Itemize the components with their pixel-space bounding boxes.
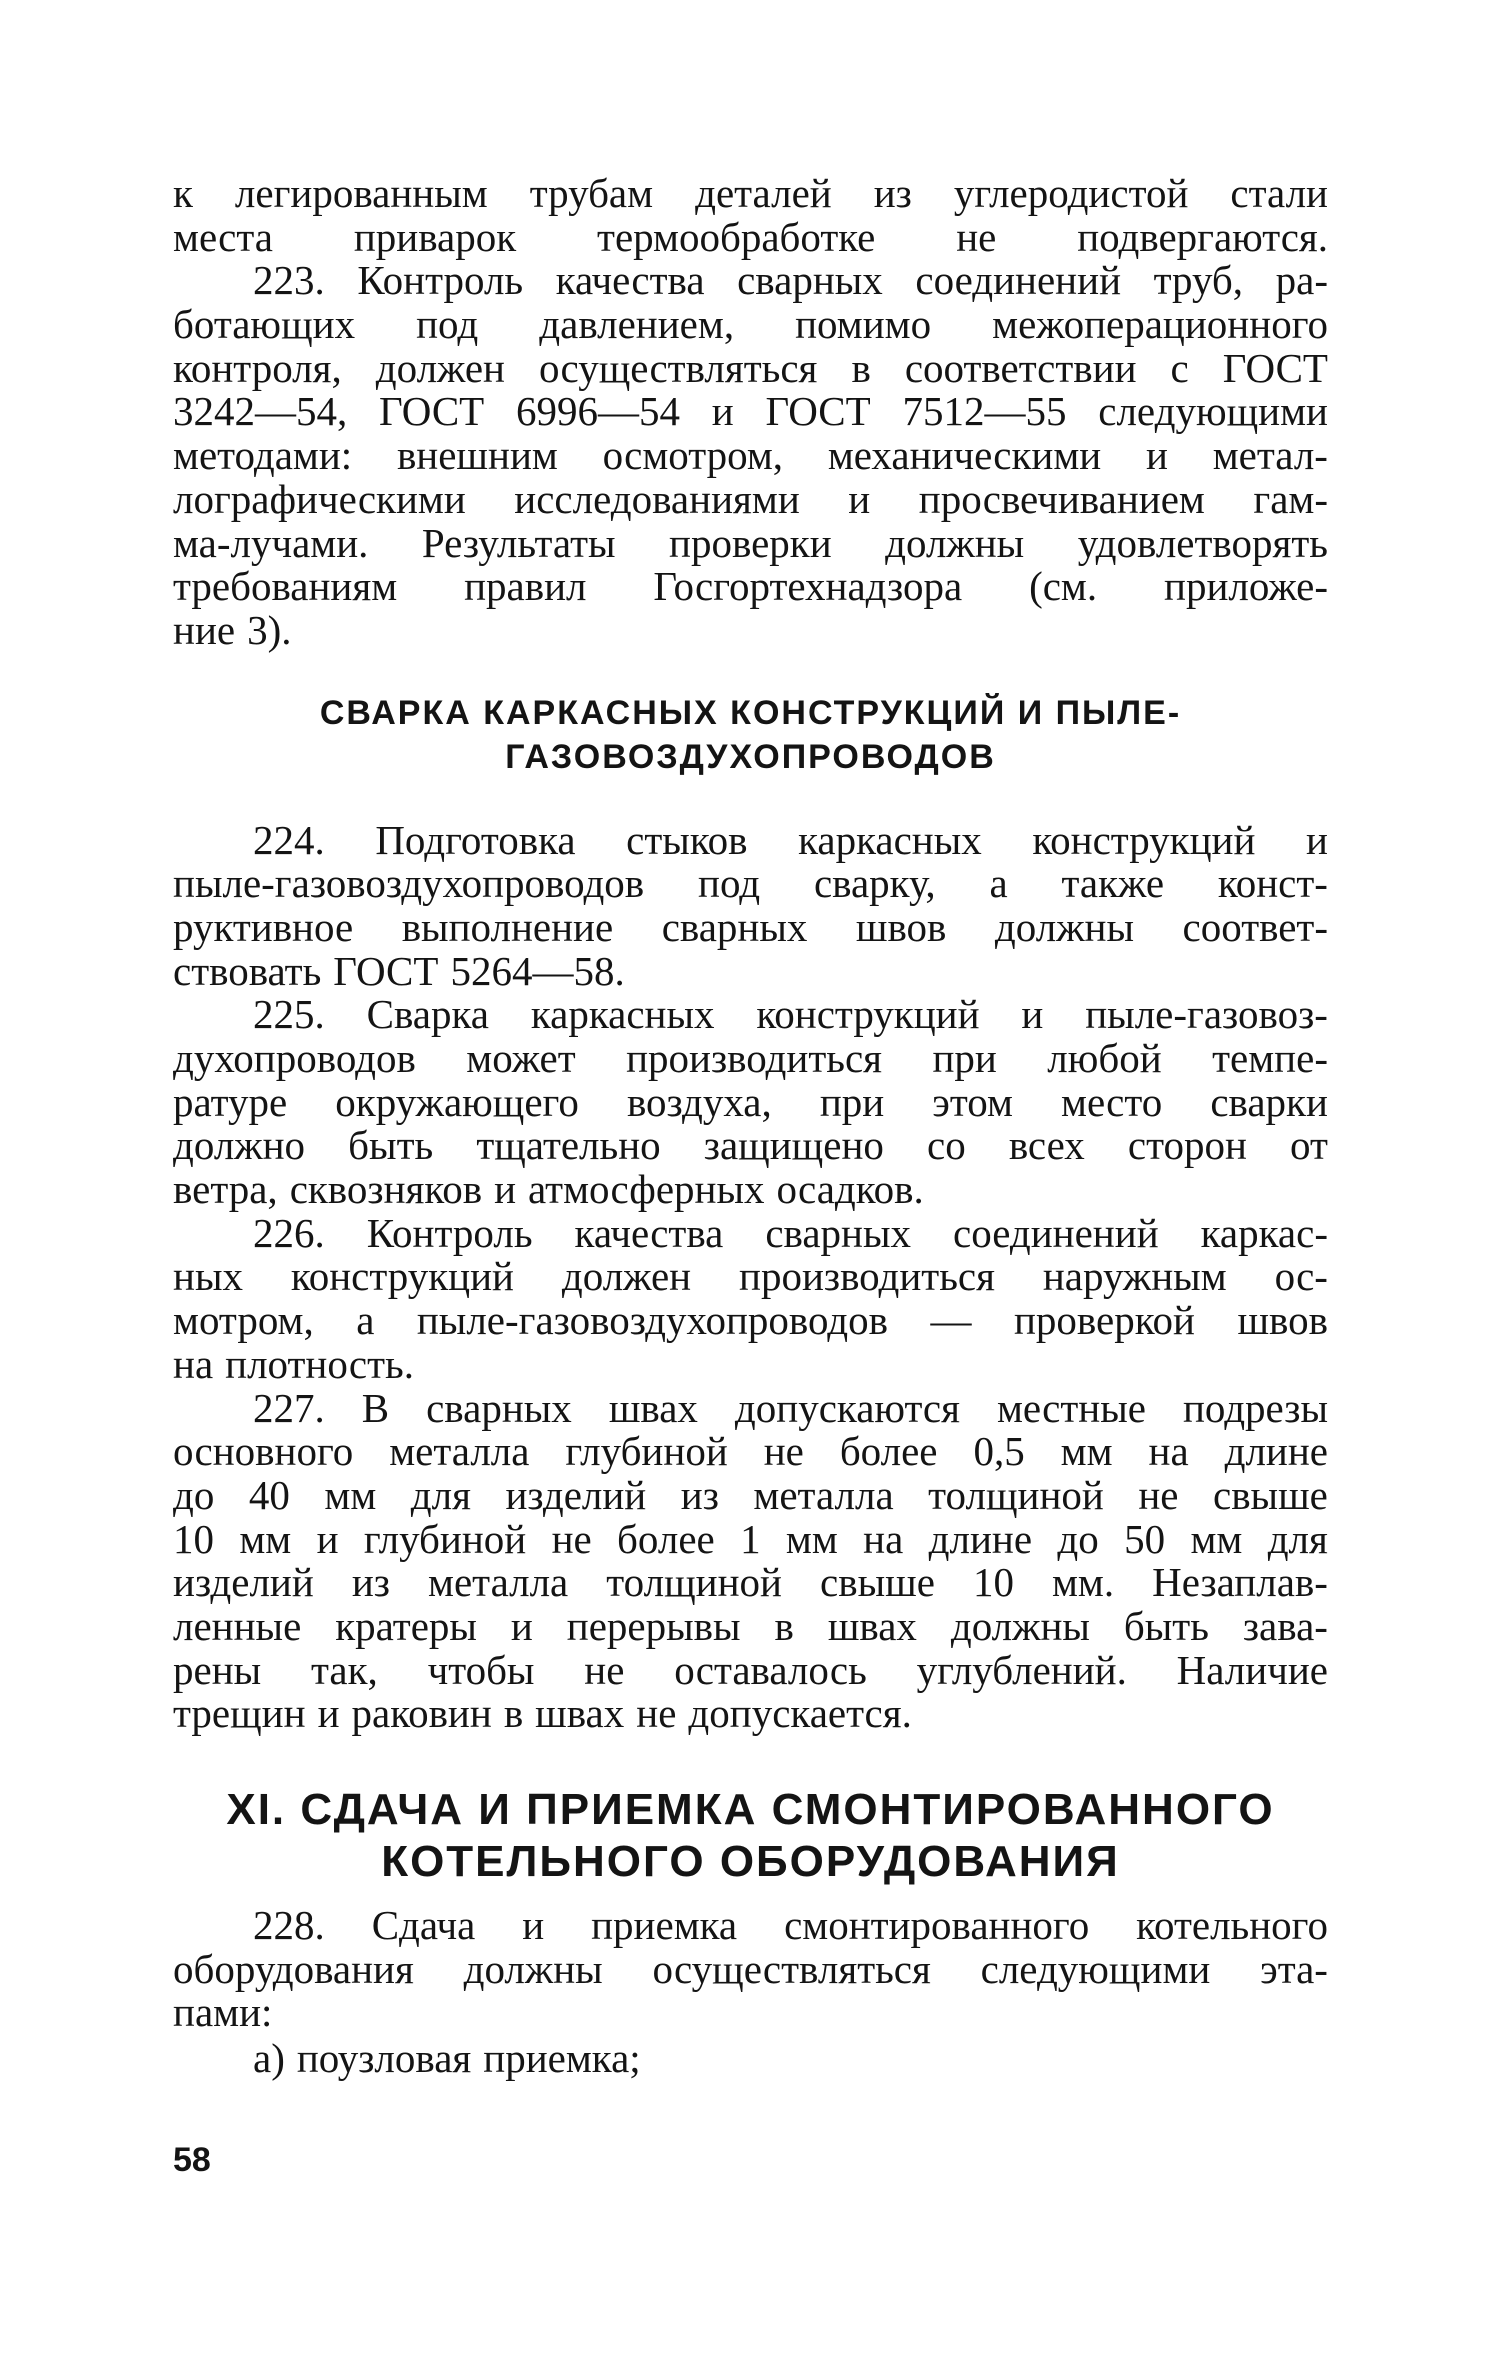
word: механическими bbox=[827, 432, 1102, 479]
list-item-a bbox=[173, 2037, 1328, 2081]
section-heading-line-1: XI. СДАЧА И ПРИЕМКА СМОНТИРОВАННОГО bbox=[226, 1785, 1275, 1834]
word: не bbox=[956, 213, 997, 260]
text-line bbox=[173, 2037, 1328, 2081]
word: должны bbox=[994, 903, 1135, 950]
text-line bbox=[173, 816, 1328, 863]
word: ГОСТ bbox=[765, 388, 871, 435]
word: должны bbox=[885, 519, 1025, 566]
word: Незаплав- bbox=[1152, 1559, 1328, 1606]
word: ГОСТ bbox=[379, 388, 485, 435]
word: Наличие bbox=[1176, 1646, 1328, 1693]
word: сварных bbox=[661, 903, 808, 950]
word: трещин bbox=[173, 1690, 306, 1737]
word: конструкций bbox=[1032, 816, 1256, 863]
word: Результаты bbox=[421, 519, 616, 566]
word: Подготовка bbox=[375, 816, 576, 863]
word: швах bbox=[535, 1690, 625, 1737]
word: ствовать bbox=[173, 947, 322, 994]
word: 7512—55 bbox=[902, 388, 1067, 435]
word: не bbox=[1138, 1471, 1179, 1518]
word: и bbox=[317, 1690, 340, 1737]
word: швов bbox=[1237, 1297, 1328, 1344]
text-line bbox=[173, 862, 1328, 906]
word: смонтированного bbox=[784, 1902, 1090, 1948]
word: до bbox=[1057, 1515, 1099, 1562]
word: на bbox=[173, 1340, 214, 1387]
word: глубиной bbox=[363, 1515, 527, 1562]
word: помимо bbox=[795, 301, 932, 348]
word: а) bbox=[253, 2035, 285, 2082]
word: толщиной bbox=[928, 1471, 1104, 1518]
word: в bbox=[851, 344, 871, 391]
word: ос- bbox=[1274, 1253, 1328, 1300]
word: мотром, bbox=[173, 1297, 314, 1344]
word: осмотром, bbox=[602, 432, 784, 479]
word: руктивное bbox=[173, 903, 354, 950]
word: при bbox=[932, 1035, 997, 1081]
word: ГОСТ bbox=[1222, 344, 1328, 391]
word: сварных bbox=[737, 257, 883, 304]
word: более bbox=[617, 1515, 715, 1562]
word: соответствии bbox=[904, 344, 1137, 391]
word: и bbox=[1306, 816, 1328, 863]
word: швов bbox=[855, 903, 947, 950]
word: осуществляться bbox=[539, 344, 818, 391]
word: перерывы bbox=[566, 1602, 741, 1649]
text-line bbox=[173, 1515, 1328, 1562]
word: не bbox=[551, 1515, 592, 1562]
word: 3242—54, bbox=[173, 388, 348, 435]
word: ветра, bbox=[173, 1166, 278, 1213]
word: должны bbox=[463, 1945, 603, 1992]
word: легированным bbox=[234, 170, 488, 216]
text-line bbox=[173, 475, 1328, 522]
word: подрезы bbox=[1182, 1384, 1328, 1431]
word: мм bbox=[1190, 1515, 1243, 1562]
text-line bbox=[173, 172, 1328, 216]
text-line bbox=[173, 213, 1328, 260]
word: правил bbox=[464, 563, 587, 610]
word: каркас- bbox=[1200, 1209, 1328, 1256]
text-line bbox=[173, 519, 1328, 566]
word: темпе- bbox=[1212, 1035, 1328, 1081]
word: должен bbox=[561, 1253, 692, 1300]
word: чтобы bbox=[427, 1646, 535, 1693]
word: сварку, bbox=[813, 860, 936, 907]
word: каркасных bbox=[530, 991, 715, 1038]
word: 5264—58. bbox=[450, 947, 625, 994]
word: из bbox=[873, 170, 912, 216]
word: проверкой bbox=[1013, 1297, 1195, 1344]
word: мм bbox=[785, 1515, 838, 1562]
word: места bbox=[173, 213, 273, 260]
book-page bbox=[173, 172, 1328, 2081]
word: производиться bbox=[739, 1253, 995, 1300]
word: а bbox=[356, 1297, 375, 1344]
word: требованиям bbox=[173, 563, 398, 610]
word: поузловая bbox=[296, 2035, 472, 2082]
word: духопроводов bbox=[173, 1035, 416, 1081]
word: — bbox=[930, 1297, 972, 1344]
text-line bbox=[173, 606, 1328, 653]
text-line bbox=[173, 1904, 1328, 1948]
word: Контроль bbox=[366, 1209, 533, 1256]
word: 3). bbox=[247, 606, 292, 653]
word: и bbox=[1021, 991, 1044, 1038]
subheading-welding bbox=[173, 691, 1328, 779]
word: из bbox=[351, 1559, 390, 1606]
word: и bbox=[1146, 432, 1168, 479]
word: изделий bbox=[505, 1471, 647, 1518]
word: гам- bbox=[1253, 475, 1328, 522]
word: под bbox=[698, 860, 761, 907]
word: 225. bbox=[253, 991, 325, 1038]
word: раковин bbox=[351, 1690, 492, 1737]
subheading-line-1: СВАРКА КАРКАСНЫХ КОНСТРУКЦИЙ И ПЫЛЕ- bbox=[319, 693, 1182, 732]
word: (см. bbox=[1029, 563, 1098, 610]
paragraph-222-tail bbox=[173, 172, 1328, 259]
text-line bbox=[173, 390, 1328, 434]
word: не bbox=[636, 1690, 677, 1737]
word: 40 bbox=[248, 1471, 290, 1518]
word: в bbox=[774, 1602, 794, 1649]
word: и bbox=[510, 1602, 533, 1649]
word: соответ- bbox=[1182, 903, 1328, 950]
word: пыле-газовоздухопроводов bbox=[173, 860, 645, 907]
word: 1 bbox=[740, 1515, 761, 1562]
word: В bbox=[361, 1384, 390, 1431]
word: производиться bbox=[626, 1035, 883, 1081]
word: швах bbox=[827, 1602, 917, 1649]
word: мм bbox=[1060, 1428, 1113, 1475]
word: быть bbox=[348, 1122, 434, 1169]
word: методами: bbox=[173, 432, 353, 479]
text-line bbox=[173, 303, 1328, 347]
word: всех bbox=[1008, 1122, 1085, 1169]
text-line bbox=[173, 903, 1328, 950]
word: толщиной bbox=[606, 1559, 782, 1606]
word: для bbox=[1267, 1515, 1328, 1562]
word: к bbox=[173, 170, 193, 216]
word: качества bbox=[574, 1209, 724, 1256]
text-line bbox=[173, 1945, 1328, 1992]
text-line bbox=[173, 1078, 1328, 1125]
word: швах bbox=[608, 1384, 698, 1431]
word: любой bbox=[1047, 1035, 1162, 1081]
word: более bbox=[839, 1428, 938, 1475]
word: оборудования bbox=[173, 1945, 414, 1992]
word: кратеры bbox=[335, 1602, 477, 1649]
word: 227. bbox=[253, 1384, 325, 1431]
word: и bbox=[494, 1166, 517, 1213]
word: может bbox=[466, 1035, 576, 1081]
text-line bbox=[173, 434, 1328, 478]
text-line bbox=[173, 1471, 1328, 1518]
word: конструкций bbox=[756, 991, 980, 1038]
word: сварки bbox=[1210, 1078, 1328, 1125]
word: мм. bbox=[1051, 1559, 1115, 1606]
word: при bbox=[819, 1078, 885, 1125]
word: со bbox=[927, 1122, 966, 1169]
word: 224. bbox=[253, 816, 325, 863]
word: защищено bbox=[703, 1122, 884, 1169]
text-line bbox=[173, 1646, 1328, 1693]
word: ма-лучами. bbox=[173, 519, 369, 566]
paragraph-224 bbox=[173, 816, 1328, 994]
word: котельного bbox=[1136, 1902, 1328, 1948]
word: осадков. bbox=[776, 1166, 924, 1213]
word: должны bbox=[950, 1602, 1090, 1649]
word: просвечиванием bbox=[918, 475, 1205, 522]
word: приложе- bbox=[1164, 563, 1328, 610]
word: плотность. bbox=[225, 1340, 414, 1387]
word: местные bbox=[996, 1384, 1146, 1431]
text-line bbox=[173, 344, 1328, 391]
text-line bbox=[173, 1561, 1328, 1605]
word: и bbox=[711, 388, 734, 435]
word: углеродистой bbox=[953, 170, 1189, 216]
word: сварных bbox=[765, 1209, 912, 1256]
word: деталей bbox=[695, 170, 832, 216]
word: сторон bbox=[1127, 1122, 1247, 1169]
word: не bbox=[584, 1646, 625, 1693]
word: из bbox=[680, 1471, 719, 1518]
word: основного bbox=[173, 1428, 354, 1475]
word: приварок bbox=[353, 213, 517, 260]
text-line bbox=[173, 1991, 1328, 2035]
word: от bbox=[1290, 1122, 1328, 1169]
word: наружным bbox=[1042, 1253, 1227, 1300]
text-line bbox=[173, 1255, 1328, 1299]
word: пыле-газовоздухопроводов bbox=[416, 1297, 889, 1344]
word: Сдача bbox=[371, 1902, 476, 1948]
word: также bbox=[1061, 860, 1165, 907]
word: этом bbox=[932, 1078, 1013, 1125]
text-line bbox=[173, 1340, 1328, 1387]
paragraph-227 bbox=[173, 1384, 1328, 1737]
text-line bbox=[173, 1037, 1328, 1081]
text-line bbox=[173, 947, 1328, 994]
word: следующими bbox=[1098, 388, 1328, 435]
word: должен bbox=[375, 344, 505, 391]
word: металла bbox=[428, 1559, 569, 1606]
text-line bbox=[173, 1692, 1328, 1736]
word: приемка; bbox=[483, 2035, 641, 2082]
word: ленные bbox=[173, 1602, 302, 1649]
word: длине bbox=[928, 1515, 1033, 1562]
text-line bbox=[173, 1602, 1328, 1649]
word: зава- bbox=[1242, 1602, 1328, 1649]
word: допускается. bbox=[688, 1690, 912, 1737]
text-line bbox=[173, 1299, 1328, 1343]
word: эта- bbox=[1260, 1945, 1328, 1992]
word: длине bbox=[1224, 1428, 1328, 1475]
paragraph-225 bbox=[173, 993, 1328, 1211]
word: лографическими bbox=[173, 475, 466, 522]
word: так, bbox=[310, 1646, 378, 1693]
word: окружающего bbox=[335, 1078, 579, 1125]
word: ных bbox=[173, 1253, 243, 1300]
section-heading-line-2: КОТЕЛЬНОГО ОБОРУДОВАНИЯ bbox=[381, 1837, 1120, 1886]
word: выполнение bbox=[401, 903, 614, 950]
word: а bbox=[989, 860, 1008, 907]
word: глубиной bbox=[565, 1428, 728, 1475]
word: 0,5 bbox=[973, 1428, 1025, 1475]
word: углублений. bbox=[916, 1646, 1127, 1693]
word: каркасных bbox=[798, 816, 982, 863]
word: качества bbox=[555, 257, 705, 304]
word: давлением, bbox=[539, 301, 735, 348]
word: межоперационного bbox=[992, 301, 1328, 348]
text-line bbox=[173, 993, 1328, 1037]
word: свыше bbox=[820, 1559, 935, 1606]
word: 6996—54 bbox=[516, 388, 680, 435]
word: пыле-газовоз- bbox=[1085, 991, 1328, 1038]
word: внешним bbox=[396, 432, 558, 479]
subheading-line-2: ГАЗОВОЗДУХОПРОВОДОВ bbox=[505, 737, 996, 776]
word: атмосферных bbox=[528, 1166, 765, 1213]
word: трубам bbox=[529, 170, 654, 216]
word: металла bbox=[389, 1428, 530, 1475]
word: исследованиями bbox=[514, 475, 800, 522]
text-line bbox=[173, 1430, 1328, 1474]
word: удовлетворять bbox=[1077, 519, 1328, 566]
word: 50 bbox=[1124, 1515, 1166, 1562]
word: 223. bbox=[253, 257, 325, 304]
word: ние bbox=[173, 606, 236, 653]
page-number: 58 bbox=[173, 2141, 211, 2179]
word: 228. bbox=[253, 1902, 325, 1948]
word: рены bbox=[173, 1646, 262, 1693]
word: ботающих bbox=[173, 301, 356, 348]
word: быть bbox=[1123, 1602, 1209, 1649]
word: ра- bbox=[1275, 257, 1328, 304]
word: Сварка bbox=[366, 991, 489, 1038]
paragraph-223 bbox=[173, 259, 1328, 652]
word: мм bbox=[324, 1471, 377, 1518]
word: допускаются bbox=[734, 1384, 960, 1431]
word: мм bbox=[239, 1515, 292, 1562]
word: Контроль bbox=[357, 257, 524, 304]
word: метал- bbox=[1212, 432, 1328, 479]
word: пами: bbox=[173, 1989, 273, 2036]
word: и bbox=[522, 1902, 545, 1948]
text-line bbox=[173, 1124, 1328, 1168]
word: соединений bbox=[915, 257, 1122, 304]
word: следующими bbox=[980, 1945, 1211, 1992]
word: стали bbox=[1230, 170, 1328, 216]
word: под bbox=[416, 301, 479, 348]
word: изделий bbox=[173, 1559, 314, 1606]
word: свыше bbox=[1213, 1471, 1328, 1518]
word: для bbox=[410, 1471, 471, 1518]
word: конструкций bbox=[290, 1253, 514, 1300]
word: на bbox=[863, 1515, 904, 1562]
word: конст- bbox=[1217, 860, 1328, 907]
word: 10 bbox=[972, 1559, 1014, 1606]
word: и bbox=[848, 475, 871, 522]
word: в bbox=[503, 1690, 524, 1737]
word: сварных bbox=[426, 1384, 572, 1431]
text-line bbox=[173, 259, 1328, 303]
word: должно bbox=[173, 1122, 306, 1169]
text-line bbox=[173, 1168, 1328, 1212]
word: на bbox=[1148, 1428, 1189, 1475]
word: оставалось bbox=[674, 1646, 867, 1693]
word: сквозняков bbox=[289, 1166, 483, 1213]
word: стыков bbox=[626, 816, 748, 863]
word: осуществляться bbox=[652, 1945, 931, 1992]
text-line bbox=[173, 1209, 1328, 1256]
text-line bbox=[173, 1384, 1328, 1431]
word: соединений bbox=[953, 1209, 1159, 1256]
word: место bbox=[1061, 1078, 1163, 1125]
word: приемка bbox=[591, 1902, 738, 1948]
text-line bbox=[173, 565, 1328, 609]
paragraph-228 bbox=[173, 1904, 1328, 2035]
word: воздуха, bbox=[626, 1078, 772, 1125]
word: проверки bbox=[669, 519, 832, 566]
word: 10 bbox=[173, 1515, 214, 1562]
word: не bbox=[763, 1428, 804, 1475]
word: с bbox=[1170, 344, 1189, 391]
word: термообработке bbox=[597, 213, 876, 260]
word: ГОСТ bbox=[333, 947, 439, 994]
word: Госгортехнадзора bbox=[653, 563, 963, 610]
word: труб, bbox=[1153, 257, 1244, 304]
word: до bbox=[173, 1471, 215, 1518]
section-heading bbox=[173, 1784, 1328, 1888]
word: подвергаются. bbox=[1077, 213, 1328, 260]
word: металла bbox=[753, 1471, 894, 1518]
word: 226. bbox=[253, 1209, 325, 1256]
paragraph-226 bbox=[173, 1209, 1328, 1387]
word: тщательно bbox=[476, 1122, 661, 1169]
word: ратуре bbox=[173, 1078, 288, 1125]
word: контроля, bbox=[173, 344, 342, 391]
word: и bbox=[316, 1515, 339, 1562]
